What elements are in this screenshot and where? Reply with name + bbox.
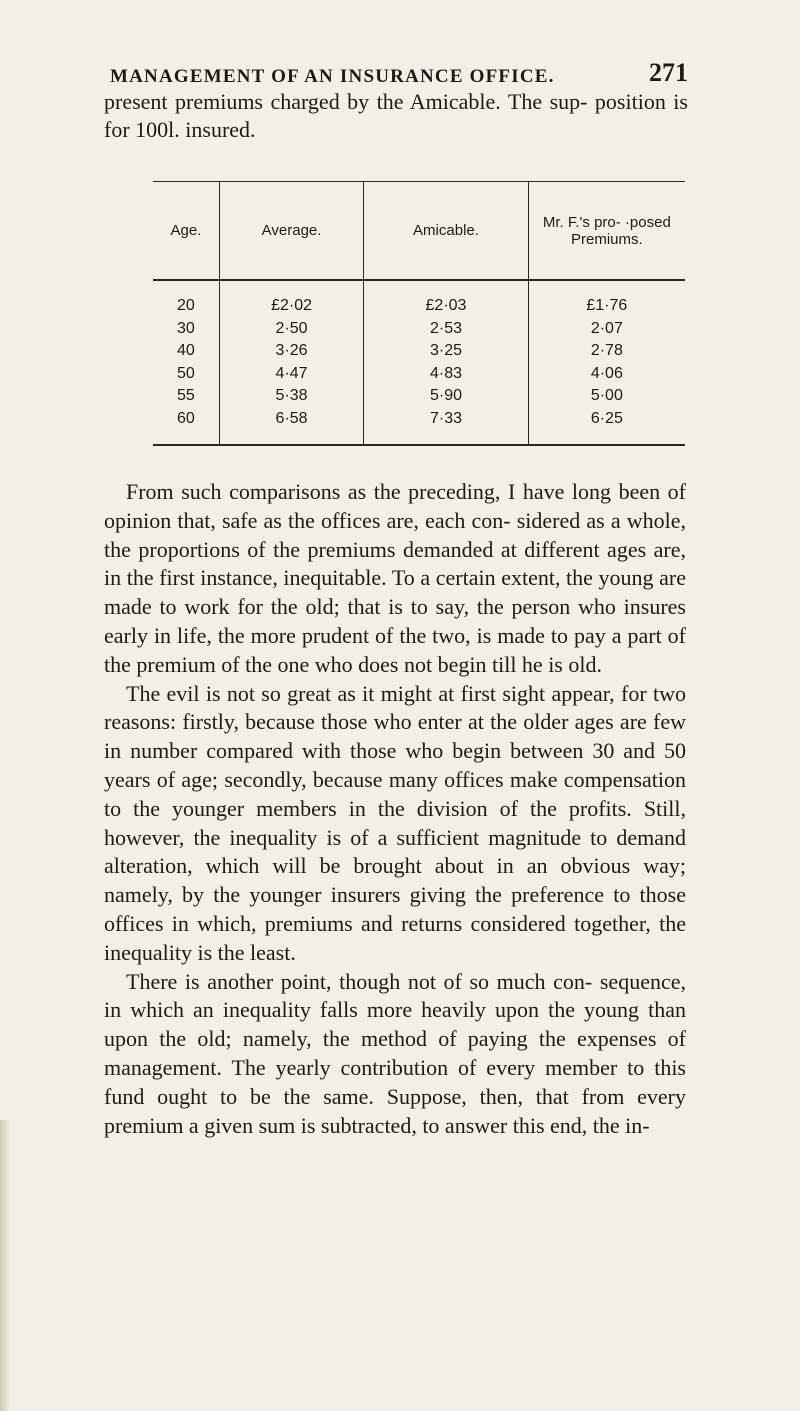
- cell-age: 60: [153, 408, 219, 446]
- cell-proposed: 6·25: [528, 408, 685, 446]
- table-row: [153, 408, 685, 446]
- header-proposed-premiums: Mr. F.'s pro- ·posed Premiums.: [528, 182, 685, 281]
- body-text: [104, 478, 686, 1140]
- cell-age: 55: [177, 387, 195, 405]
- running-head-title: MANAGEMENT OF AN INSURANCE OFFICE.: [110, 66, 555, 87]
- table-row: [153, 318, 685, 341]
- intro-text: present premiums charged by the Amicable. The sup- position is for 100l. insured.: [104, 89, 688, 142]
- cell-age: 20: [177, 297, 195, 315]
- paragraph: From such comparisons as the preceding, I have long been of opinion that, safe as the offices are, each con- sidered as a whole, the proportions of the premiums demanded at different ages are, in the first instance, inequitable. To a certain extent, the young are made to work for the old; that is to say, the person who insures early in life, the more prudent of the two, is made to pay a part of the premium of the one who does not begin till he is old.: [104, 479, 686, 677]
- cell-average: 4·47: [219, 363, 363, 386]
- header-age: Age.: [153, 182, 219, 281]
- cell-amicable: 2·53: [364, 318, 528, 341]
- table-row: [153, 340, 685, 363]
- cell-average: 3·26: [219, 340, 363, 363]
- cell-age: 40: [177, 342, 195, 360]
- cell-amicable: 4·83: [364, 363, 528, 386]
- cell-average: 2·50: [219, 318, 363, 341]
- paragraph: The evil is not so great as it might at first sight appear, for two reasons: firstly, because those who enter at the older ages are few in number compared with those who begin between 30 and 50 years of age; secondly, because many offices make compensation to the younger members in the division of the profits. Still, however, the inequality is of a sufficient magnitude to demand alteration, which will be brought about in an obvious way; namely, by the younger insurers giving the preference to those offices in which, premiums and returns considered together, the inequality is the least.: [104, 680, 686, 965]
- table-row: [153, 280, 685, 318]
- cell-average: 5·38: [219, 385, 363, 408]
- cell-amicable: 5·90: [364, 385, 528, 408]
- page-edge-shadow: [0, 1120, 10, 1411]
- cell-proposed: 2·07: [528, 318, 685, 341]
- cell-proposed: £1·76: [528, 280, 685, 318]
- premium-comparison-table: [153, 181, 685, 446]
- cell-amicable: 3·25: [364, 340, 528, 363]
- table-row: [153, 385, 685, 408]
- table-row: [153, 363, 685, 386]
- cell-average: £2·02: [219, 280, 363, 318]
- paragraph: There is another point, though not of so much con- sequence, in which an inequality falls more heavily upon the young than upon the old; namely, the method of paying the expenses of management. The yearly contribution of every member to this fund ought to be the same. Suppose, then, that from every premium a given sum is subtracted, to answer this end, the in-: [104, 968, 686, 1138]
- cell-proposed: 4·06: [528, 363, 685, 386]
- cell-proposed: 2·78: [528, 340, 685, 363]
- cell-proposed: 5·00: [528, 385, 685, 408]
- header-amicable: Amicable.: [364, 182, 528, 281]
- page-number: 271: [649, 58, 688, 87]
- cell-age: 30: [177, 319, 195, 337]
- cell-amicable: £2·03: [364, 280, 528, 318]
- header-average: Average.: [219, 182, 363, 281]
- cell-average: 6·58: [219, 408, 363, 446]
- table-header-row: [153, 182, 685, 281]
- cell-age: 50: [177, 364, 195, 382]
- cell-amicable: 7·33: [364, 408, 528, 446]
